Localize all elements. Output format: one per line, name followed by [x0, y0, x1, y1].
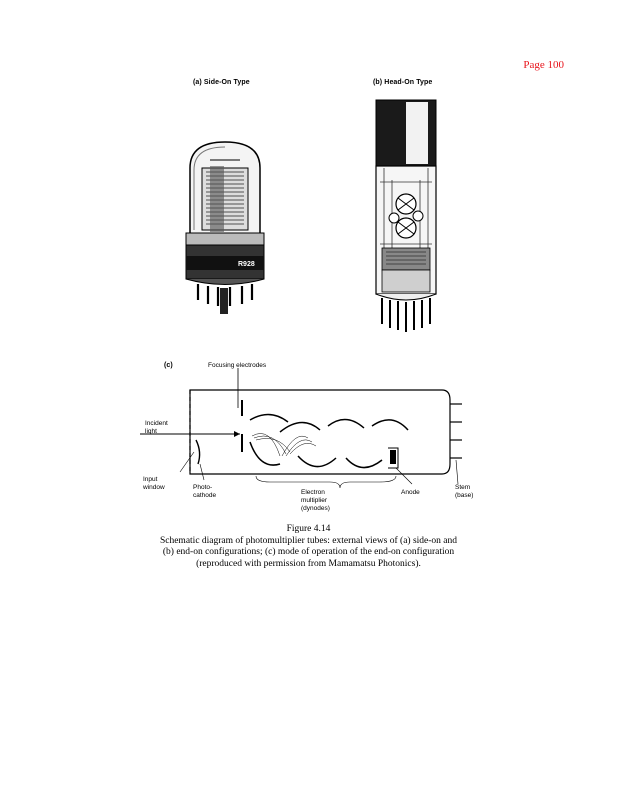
- focusing-electrodes-label: Focusing electrodes: [208, 362, 267, 369]
- photocathode-label: Photo- cathode: [193, 484, 217, 499]
- electron-multiplier-label: Electron multiplier (dynodes): [301, 489, 330, 512]
- head-on-tube-illustration: [368, 96, 446, 334]
- input-window-label: Input window: [143, 476, 165, 491]
- page-number: Page 100: [523, 59, 564, 71]
- panel-b-label: (b) Head-On Type: [373, 79, 433, 86]
- side-on-tube-illustration: [180, 138, 270, 316]
- tube-marking: R928: [238, 261, 255, 268]
- stem-base-label: Stem (base): [455, 484, 474, 499]
- caption-line-3: (reproduced with permission from Mamamatsu Photonics).: [196, 558, 421, 569]
- panel-c-label: (c): [164, 362, 173, 369]
- caption-line-1: Schematic diagram of photomultiplier tubes: external views of (a) side-on and: [159, 535, 458, 546]
- figure-number: Figure 4.14: [286, 524, 331, 534]
- caption-line-2: (b) end-on configurations; (c) mode of operation of the end-on configuration: [162, 547, 455, 557]
- incident-light-label: Incident light: [145, 420, 168, 435]
- figure-caption: [0, 524, 617, 570]
- panel-a-label: (a) Side-On Type: [193, 79, 250, 86]
- anode-label: Anode: [401, 489, 420, 496]
